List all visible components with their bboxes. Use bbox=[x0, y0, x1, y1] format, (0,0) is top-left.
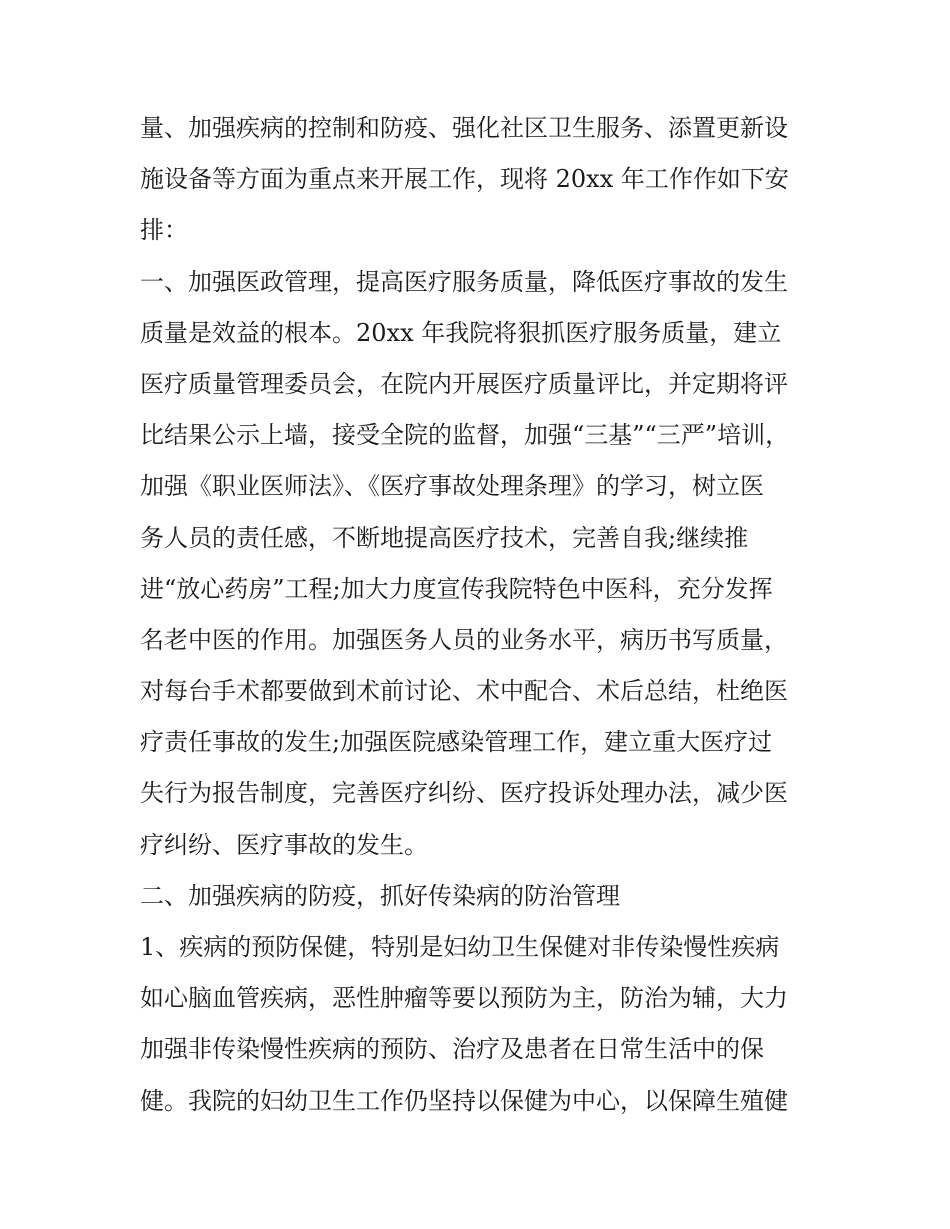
text-line-19: 加强非传染慢性疾病的预防、治疗及患者在日常生活中的保 bbox=[140, 1035, 764, 1064]
text-line-8: 加强《职业医师法》、《医疗事故处理条理》的学习，树立医 bbox=[140, 472, 764, 501]
text-line-2: 施设备等方面为重点来开展工作，现将 20xx 年工作作如下安 bbox=[140, 165, 789, 194]
text-line-13: 疗责任事故的发生;加强医院感染管理工作，建立重大医疗过 bbox=[140, 728, 773, 757]
text-line-20: 健。我院的妇幼卫生工作仍坚持以保健为中心，以保障生殖健 bbox=[140, 1086, 788, 1115]
text-line-7: 比结果公示上墙，接受全院的监督，加强“三基”“三严”培训， bbox=[140, 421, 790, 450]
text-line-17: 1、疾病的预防保健，特别是妇幼卫生保健对非传染慢性疾病 bbox=[140, 933, 780, 961]
text-line-3: 排： bbox=[140, 216, 188, 245]
text-line-15: 疗纠纷、医疗事故的发生。 bbox=[140, 830, 428, 859]
text-line-6: 医疗质量管理委员会，在院内开展医疗质量评比，并定期将评 bbox=[140, 369, 788, 398]
text-line-12: 对每台手术都要做到术前讨论、术中配合、术后总结，杜绝医 bbox=[140, 677, 788, 706]
text-line-16: 二、加强疾病的防疫，抓好传染病的防治管理 bbox=[140, 881, 620, 910]
text-line-1: 量、加强疾病的控制和防疫、强化社区卫生服务、添置更新设 bbox=[140, 114, 788, 142]
text-line-11: 名老中医的作用。加强医务人员的业务水平，病历书写质量， bbox=[140, 625, 788, 654]
text-line-14: 失行为报告制度，完善医疗纠纷、医疗投诉处理办法，减少医 bbox=[140, 779, 788, 808]
text-line-9: 务人员的责任感，不断地提高医疗技术，完善自我;继续推 bbox=[140, 523, 749, 552]
text-line-10: 进“放心药房”工程;加大力度宣传我院特色中医科，充分发挥 bbox=[140, 574, 773, 603]
body-text bbox=[140, 103, 820, 1127]
text-line-18: 如心脑血管疾病，恶性肿瘤等要以预防为主，防治为辅，大力 bbox=[140, 984, 788, 1013]
text-line-4: 一、加强医政管理，提高医疗服务质量，降低医疗事故的发生 bbox=[140, 267, 788, 296]
text-line-5: 质量是效益的根本。20xx 年我院将狠抓医疗服务质量，建立 bbox=[140, 318, 782, 347]
